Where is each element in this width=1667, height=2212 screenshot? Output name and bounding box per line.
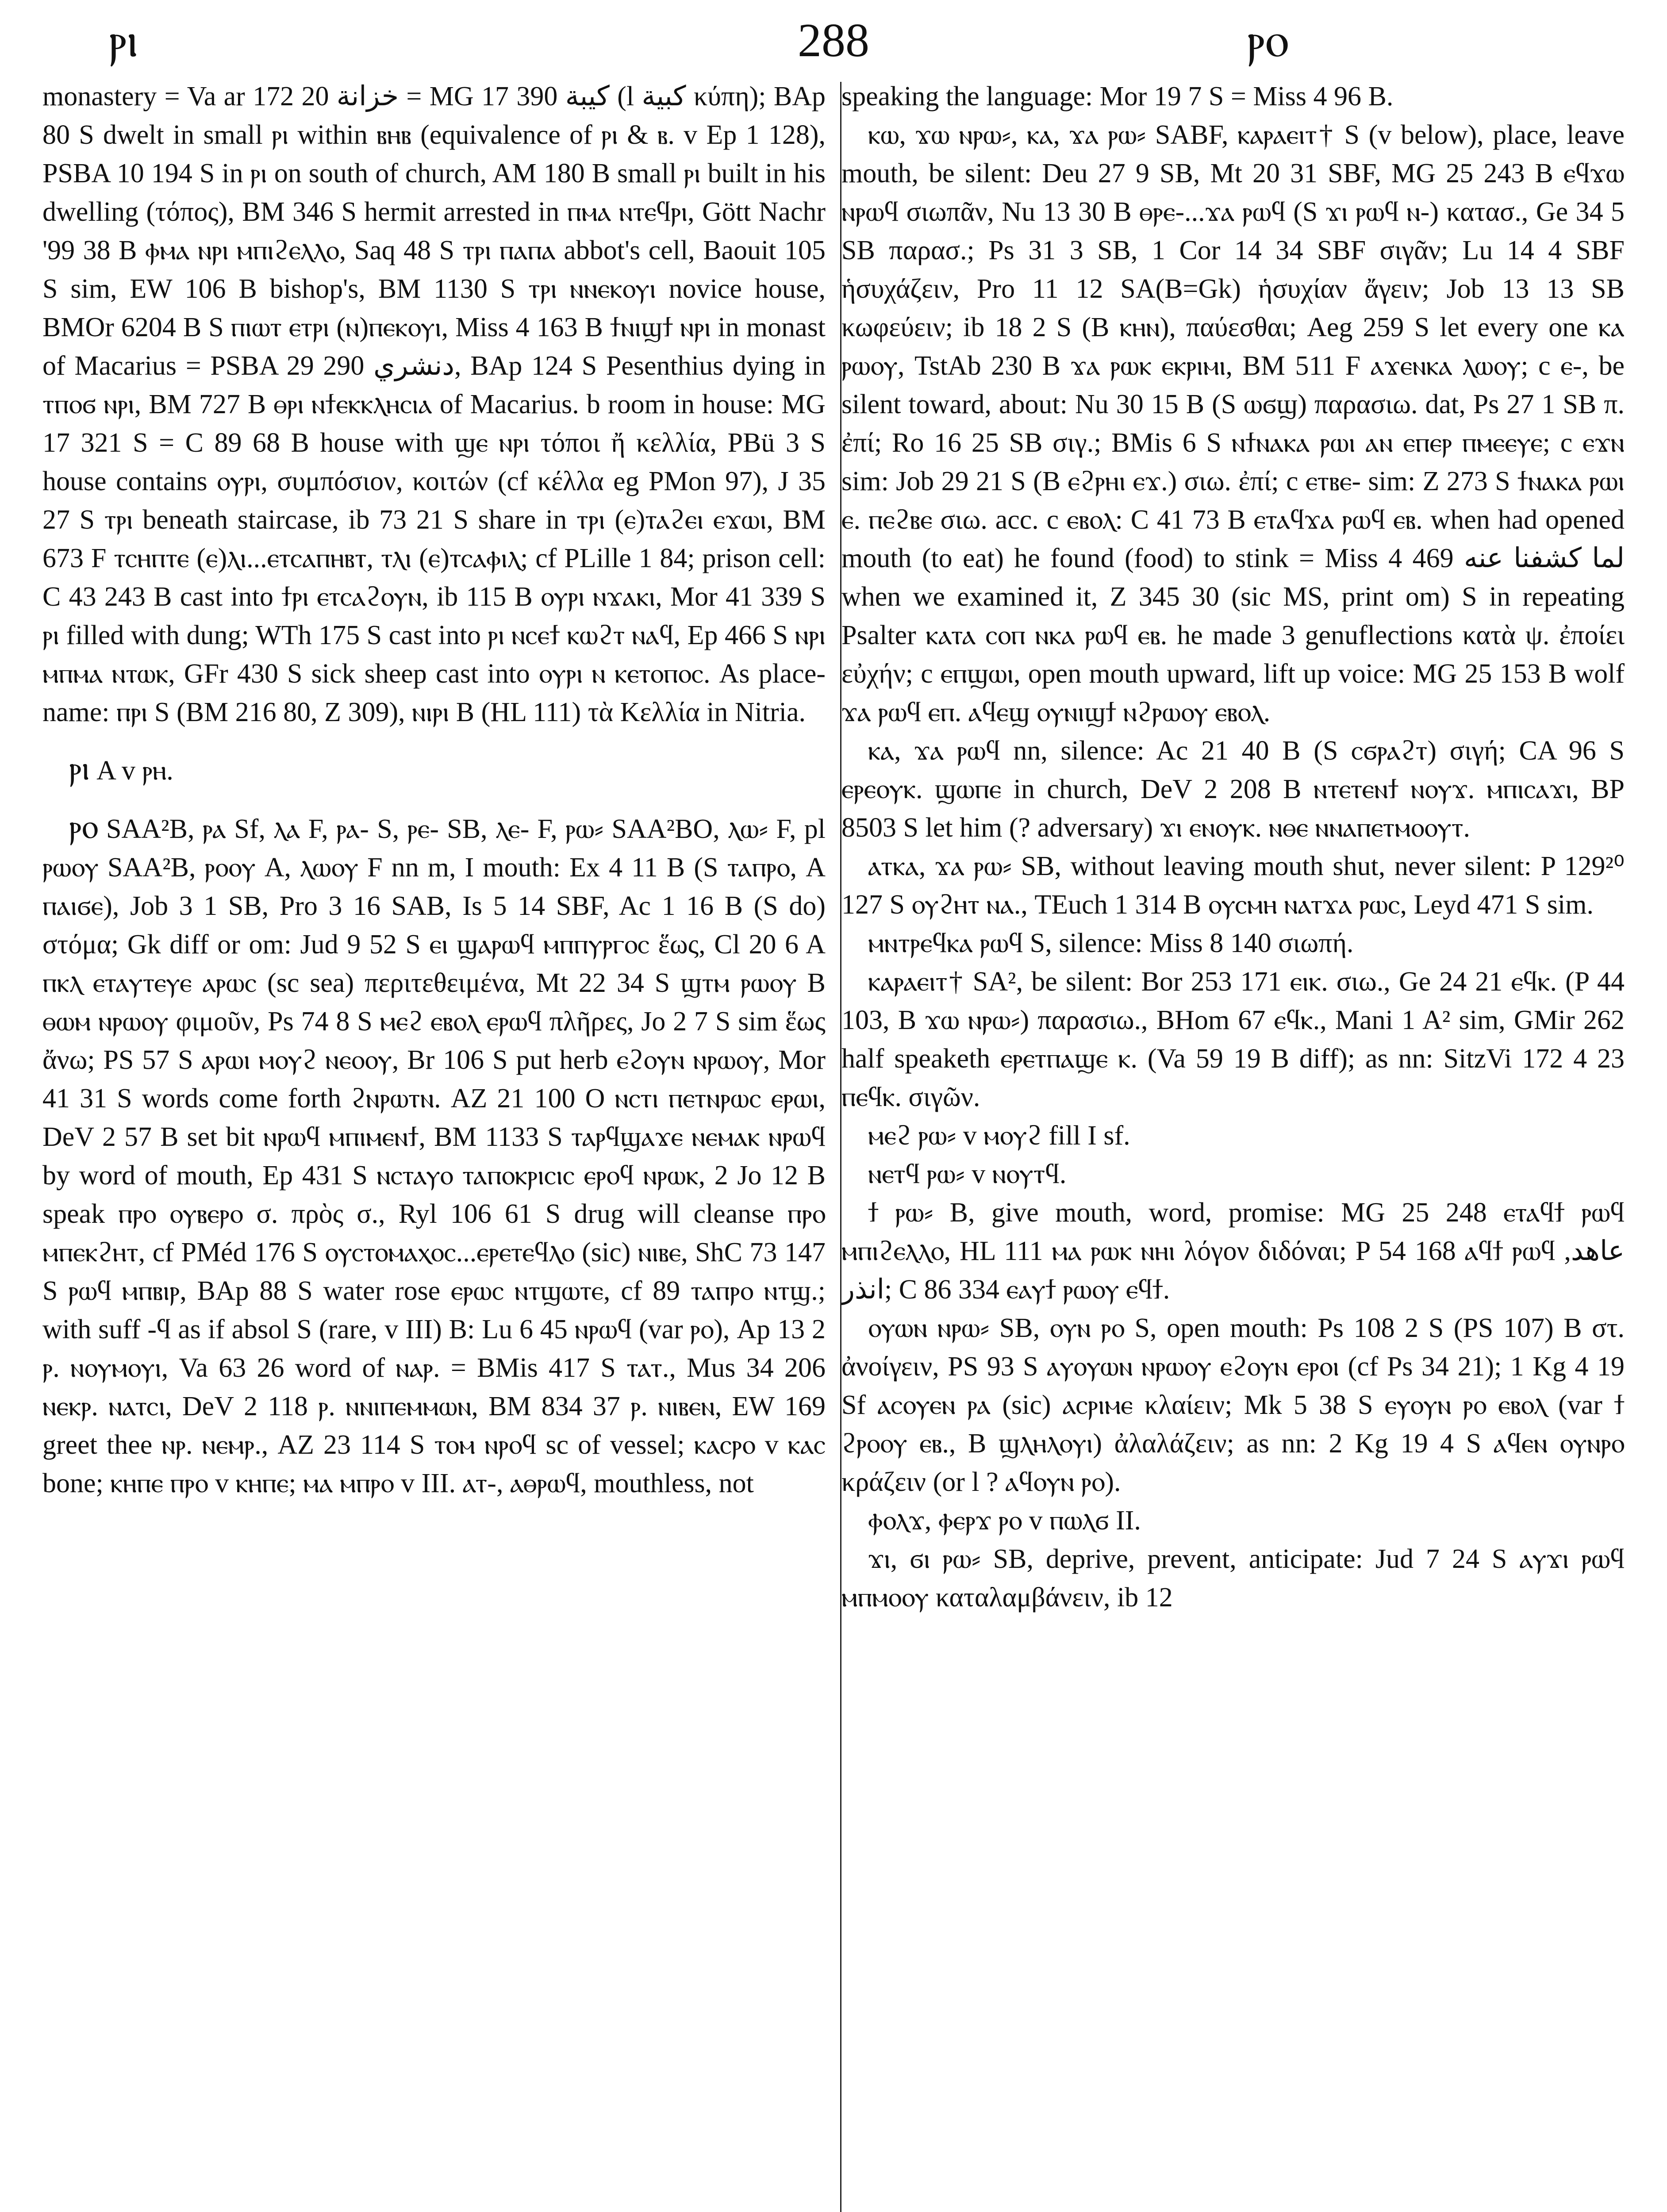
left-column bbox=[42, 77, 826, 2212]
subentry-ti-ro: ϯ ⲣⲱ⸗ B, give mouth, word, promise: MG 25 248 ⲉⲧⲁϥϯ ⲣⲱϥ ⲙⲡⲓϩⲉⲗⲗⲟ, HL 111 ⲙⲁ ⲣⲱⲕ ⲛⲏⲓ λόγον διδόναι; P 54 168 ⲁϥϯ ⲣⲱϥ عاهد, انذر; C 86 334 ⲉⲁⲩϯ ⲣⲱⲟⲩ ⲉϥϯ. bbox=[841, 1198, 1625, 1305]
page-header bbox=[42, 10, 1625, 76]
subentry-meh-ro: ⲙⲉϩ ⲣⲱ⸗ v ⲙⲟⲩϩ fill I sf. bbox=[868, 1121, 1130, 1151]
entry-ri-continued: monastery = Va ar 172 20 خزانة = MG 17 390 كيبة (l كبية κύπη); BAp 80 S dwelt in small ⲣⲓ within ⲃⲏⲃ (equivalence of ⲣⲓ & ⲃ. v Ep 1 128), PSBA 10 194 S in ⲣⲓ on south of church, AM 180 B small ⲣⲓ built in his dwelling (τόπος), BM 346 S hermit arrested in ⲡⲙⲁ ⲛⲧⲉϥⲣⲓ, Gött Nachr '99 38 B ⲫⲙⲁ ⲛⲣⲓ ⲙⲡⲓϩⲉⲗⲗⲟ, Saq 48 S ⲧⲣⲓ ⲡⲁⲡⲁ abbot's cell, Baouit 105 S sim, EW 106 B bishop's, BM 1130 S ⲧⲣⲓ ⲛⲛⲉⲕⲟⲩⲓ novice house, BMOr 6204 B S ⲡⲓⲱⲧ ⲉⲧⲣⲓ (ⲛ)ⲡⲉⲕⲟⲩⲓ, Miss 4 163 B ϯⲛⲓϣϯ ⲛⲣⲓ in monast of Macarius = PSBA 29 290 دنشري, BAp 124 S Pesenthius dying in ⲧⲡⲟϭ ⲛⲣⲓ, BM 727 B ⲑⲣⲓ ⲛϯⲉⲕⲕⲗⲏⲥⲓⲁ of Macarius. b room in house: MG 17 321 S = C 89 68 B house with ϣⲉ ⲛⲣⲓ τόποι ἤ κελλία, PBü 3 S house contains ⲟⲩⲣⲓ, συμπόσιον, κοιτών (cf κέλλα eg PMon 97), J 35 27 S ⲧⲣⲓ beneath staircase, ib 73 21 S share in ⲧⲣⲓ (ⲉ)ⲧⲁϩⲉⲓ ⲉϫⲱⲓ, BM 673 F ⲧⲥⲏⲡⲧⲉ (ⲉ)ⲗⲓ...ⲉⲧⲥⲁⲡⲏⲃⲧ, ⲧⲗⲓ (ⲉ)ⲧⲥⲁⲫⲓⲗ; cf PLille 1 84; prison cell: C 43 243 B cast into ϯⲣⲓ ⲉⲧⲥⲁϩⲟⲩⲛ, ib 115 B ⲟⲩⲣⲓ ⲛϫⲁⲕⲓ, Mor 41 339 S ⲣⲓ filled with dung; WTh 175 S cast into ⲣⲓ ⲛⲥⲉϯ ⲕⲱϩⲧ ⲛⲁϥ, Ep 466 S ⲛⲣⲓ ⲙⲡⲙⲁ ⲛⲧⲱⲕ, GFr 430 S sick sheep cast into ⲟⲩⲣⲓ ⲛ ⲕⲉⲧⲟⲡⲟⲥ. As place-name: ⲡⲣⲓ S (BM 216 80, Z 309), ⲛⲓⲣⲓ B (HL 111) τὰ Κελλία in Nitria. bbox=[42, 81, 826, 727]
text-columns bbox=[42, 77, 1625, 2212]
subentry-netf-ro: ⲛⲉⲧϥ ⲣⲱ⸗ v ⲛⲟⲩⲧϥ. bbox=[868, 1159, 1067, 1189]
entry-continued: speaking the language: Mor 19 7 S = Miss 4 96 B. bbox=[841, 81, 1394, 111]
subentry-mntrefka: ⲙⲛⲧⲣⲉϥⲕⲁ ⲣⲱϥ S, silence: Miss 8 140 σιωπή. bbox=[868, 928, 1354, 958]
entry-lemma: ⲣⲟ bbox=[69, 808, 98, 845]
entry-lemma: ⲣⲓ bbox=[69, 750, 90, 787]
subentry-chi-ro: ϫⲓ, ϭⲓ ⲣⲱ⸗ SB, deprive, prevent, anticipate: Jud 7 24 S ⲁⲩϫⲓ ⲣⲱϥ ⲙⲡⲙⲟⲟⲩ καταλαμβάνειν, ib 12 bbox=[841, 1544, 1625, 1613]
left-running-headword: ⲣⲓ bbox=[109, 14, 138, 67]
entry-ri-a bbox=[42, 749, 826, 790]
entry-ro bbox=[42, 808, 826, 1503]
subentry-karaeit: ⲕⲁⲣⲁⲉⲓⲧ† SA², be silent: Bor 253 171 ⲉⲓⲕ. σιω., Ge 24 21 ⲉϥⲕ. (P 44 103, B ϫⲱ ⲛⲣⲱ⸗) παρασιω., BHom 67 ⲉϥⲕ., Mani 1 A² sim, GMir 262 half speaketh ⲉⲣⲉⲧⲡⲁϣⲉ ⲕ. (Va 59 19 B diff); as nn: SitzVi 172 4 23 ⲡⲉϥⲕ. σιγῶν. bbox=[841, 967, 1625, 1112]
page-number: 288 bbox=[798, 14, 869, 67]
subentry-ko-ro: ⲕⲱ, ϫⲱ ⲛⲣⲱ⸗, ⲕⲁ, ϫⲁ ⲣⲱ⸗ SABF, ⲕⲁⲣⲁⲉⲓⲧ† S (v below), place, leave mouth, be silent: Deu 27 9 SB, Mt 20 31 SBF, MG 25 243 B ⲉϥϫⲱ ⲛⲣⲱϥ σιωπᾶν, Nu 13 30 B ⲑⲣⲉ-...ϫⲁ ⲣⲱϥ (S ϫⲓ ⲣⲱϥ ⲛ-) κατασ., Ge 34 5 SB παρασ.; Ps 31 3 SB, 1 Cor 14 34 SBF σιγᾶν; Lu 14 4 SBF ἡσυχάζειν, Pro 11 12 SA(B=Gk) ἡσυχίαν ἄγειν; Job 13 13 SB κωφεύειν; ib 18 2 S (B ⲕⲏⲛ), παύεσθαι; Aeg 259 S let every one ⲕⲁ ⲣⲱⲟⲩ, TstAb 230 B ϫⲁ ⲣⲱⲕ ⲉⲕⲣⲓⲙⲓ, BM 511 F ⲁϫⲉⲛⲕⲁ ⲗⲱⲟⲩ; c ⲉ-, be silent toward, about: Nu 30 15 B (S ⲱϭϣ) παρασιω. dat, Ps 27 1 SB π. ἐπί; Ro 16 25 SB σιγ.; BMis 6 S ⲛϯⲛⲁⲕⲁ ⲣⲱⲓ ⲁⲛ ⲉⲡⲉⲣ ⲡⲙⲉⲉⲩⲉ; c ⲉϫⲛ sim: Job 29 21 S (B ⲉϩⲣⲏⲓ ⲉϫ.) σιω. ἐπί; c ⲉⲧⲃⲉ- sim: Z 273 S ϯⲛⲁⲕⲁ ⲣⲱⲓ ⲉ. ⲡⲉϩⲃⲉ σιω. acc. c ⲉⲃⲟⲗ: C 41 73 B ⲉⲧⲁϥϫⲁ ⲣⲱϥ ⲉⲃ. when had opened mouth (to eat) he found (food) to stink = Miss 4 469 لما كشفنا عنه when we examined it, Z 345 30 (sic MS, print om) S in repeating Psalter ⲕⲁⲧⲁ ⲥⲟⲡ ⲛⲕⲁ ⲣⲱϥ ⲉⲃ. he made 3 genuflections κατὰ ψ. ἐποίει εὐχήν; c ⲉⲡϣⲱⲓ, open mouth upward, lift up voice: MG 25 153 B wolf ϫⲁ ⲣⲱϥ ⲉⲡ. ⲁϥⲉϣ ⲟⲩⲛⲓϣϯ ⲛϩⲣⲱⲟⲩ ⲉⲃⲟⲗ. bbox=[841, 120, 1625, 727]
right-running-headword: ⲣⲟ bbox=[1247, 14, 1288, 67]
subentry-ouon-ro: ⲟⲩⲱⲛ ⲛⲣⲱ⸗ SB, ⲟⲩⲛ ⲣⲟ S, open mouth: Ps 108 2 S (PS 107) B στ. ἀνοίγειν, PS 93 S ⲁⲩⲟⲩⲱⲛ ⲛⲣⲱⲟⲩ ⲉϩⲟⲩⲛ ⲉⲣⲟⲓ (cf Ps 34 21); 1 Kg 4 19 Sf ⲁⲥⲟⲩⲉⲛ ⲣⲁ (sic) ⲁⲥⲣⲓⲙⲉ κλαίειν; Mk 5 38 S ⲉⲩⲟⲩⲛ ⲣⲟ ⲉⲃⲟⲗ (var ϯ ϩⲣⲟⲟⲩ ⲉⲃ., B ϣⲗⲏⲗⲟⲩⲓ) ἀλαλάζειν; as nn: 2 Kg 19 4 S ⲁϥⲉⲛ ⲟⲩⲛⲣⲟ κράζειν (or l ? ⲁϥⲟⲩⲛ ⲣⲟ). bbox=[841, 1313, 1625, 1497]
entry-body: A v ⲣⲏ. bbox=[96, 756, 173, 786]
subentry-atka: ⲁⲧⲕⲁ, ϫⲁ ⲣⲱ⸗ SB, without leaving mouth shut, never silent: P 129²⁰ 127 S ⲟⲩϩⲏⲧ ⲛⲁ., TEuch 1 314 B ⲟⲩⲥⲙⲏ ⲛⲁⲧϫⲁ ⲣⲱⲥ, Leyd 471 S sim. bbox=[841, 851, 1625, 920]
subentry-ka-roф-nn: ⲕⲁ, ϫⲁ ⲣⲱϥ nn, silence: Ac 21 40 B (S ⲥϭⲣⲁϩⲧ) σιγή; CA 96 S ⲉⲣⲉⲟⲩⲕ. ϣⲱⲡⲉ in church, DeV 2 208 B ⲛⲧⲉⲧⲉⲛϯ ⲛⲟⲩϫ. ⲙⲡⲓⲥⲁϫⲓ, BP 8503 S let him (? adversary) ϫⲓ ⲉⲛⲟⲩⲕ. ⲛⲑⲉ ⲛⲛⲁⲡⲉⲧⲙⲟⲟⲩⲧ. bbox=[841, 736, 1625, 843]
right-column bbox=[841, 77, 1625, 2212]
entry-body: SAA²B, ⲣⲁ Sf, ⲗⲁ F, ⲣⲁ- S, ⲣⲉ- SB, ⲗⲉ- F, ⲣⲱ⸗ SAA²BO, ⲗⲱ⸗ F, pl ⲣⲱⲟⲩ SAA²B, ⲣⲟⲟⲩ A, ⲗⲱⲟⲩ F nn m, I mouth: Ex 4 11 B (S ⲧⲁⲡⲣⲟ, A ⲡⲁⲓϭⲉ), Job 3 1 SB, Pro 3 16 SAB, Is 5 14 SBF, Ac 1 16 B (S do) στόμα; Gk diff or om: Jud 9 52 S ⲉⲓ ϣⲁⲣⲱϥ ⲙⲡⲡⲩⲣⲅⲟⲥ ἕως, Cl 20 6 A ⲡⲕⲗ ⲉⲧⲁⲩⲧⲉⲩⲉ ⲁⲣⲱⲥ (sc sea) περιτεθειμένα, Mt 22 34 S ϣⲧⲙ ⲣⲱⲟⲩ B ⲑⲱⲙ ⲛⲣⲱⲟⲩ φιμοῦν, Ps 74 8 S ⲙⲉϩ ⲉⲃⲟⲗ ⲉⲣⲱϥ πλῆρες, Jo 2 7 S sim ἕως ἄνω; PS 57 S ⲁⲣⲱⲓ ⲙⲟⲩϩ ⲛⲉⲟⲟⲩ, Br 106 S put herb ⲉϩⲟⲩⲛ ⲛⲣⲱⲟⲩ, Mor 41 31 S words come forth ϩⲛⲣⲱⲧⲛ. AZ 21 100 O ⲛⲥⲧⲓ ⲡⲉⲧⲛⲣⲱⲥ ⲉⲣⲱⲓ, DeV 2 57 B set bit ⲛⲣⲱϥ ⲙⲡⲓⲙⲉⲛϯ, BM 1133 S ⲧⲁⲣϥϣⲁϫⲉ ⲛⲉⲙⲁⲕ ⲛⲣⲱϥ by word of mouth, Ep 431 S ⲛⲥⲧⲁⲩⲟ ⲧⲁⲡⲟⲕⲣⲓⲥⲓⲥ ⲉⲣⲟϥ ⲛⲣⲱⲕ, 2 Jo 12 B speak ⲡⲣⲟ ⲟⲩⲃⲉⲣⲟ σ. πρὸς σ., Ryl 106 61 S drug will cleanse ⲡⲣⲟ ⲙⲡⲉⲕϩⲏⲧ, cf PMéd 176 S ⲟⲩⲥⲧⲟⲙⲁⲭⲟⲥ...ⲉⲣⲉⲧⲉϥⲗⲟ (sic) ⲛⲓⲃⲉ, ShC 73 147 S ⲣⲱϥ ⲙⲡⲃⲓⲣ, BAp 88 S water rose ⲉⲣⲱⲥ ⲛⲧϣⲱⲧⲉ, cf 89 ⲧⲁⲡⲣⲟ ⲛⲧϣ.; with suff -ϥ as if absol S (rare, v III) B: Lu 6 45 ⲛⲣⲱϥ (var ⲣⲟ), Ap 13 2 ⲣ. ⲛⲟⲩⲙⲟⲩⲓ, Va 63 26 word of ⲛⲁⲣ. = BMis 417 S ⲧⲁⲧ., Mus 34 206 ⲛⲉⲕⲣ. ⲛⲁⲧⲥⲓ, DeV 2 118 ⲣ. ⲛⲛⲓⲡⲉⲙⲙⲱⲛ, BM 834 37 ⲣ. ⲛⲓⲃⲉⲛ, EW 169 greet thee ⲛⲣ. ⲛⲉⲙⲣ., AZ 23 114 S ⲧⲟⲙ ⲛⲣⲟϥ sc of vessel; ⲕⲁⲥⲣⲟ v ⲕⲁⲥ bone; ⲕⲏⲡⲉ ⲡⲣⲟ v ⲕⲏⲡⲉ; ⲙⲁ ⲙⲡⲣⲟ v III. ⲁⲧ-, ⲁⲑⲣⲱϥ, mouthless, not bbox=[42, 814, 826, 1498]
subentry-folch-ro: ⲫⲟⲗϫ, ⲫⲉⲣϫ ⲣⲟ v ⲡⲱⲗϭ II. bbox=[868, 1505, 1141, 1536]
